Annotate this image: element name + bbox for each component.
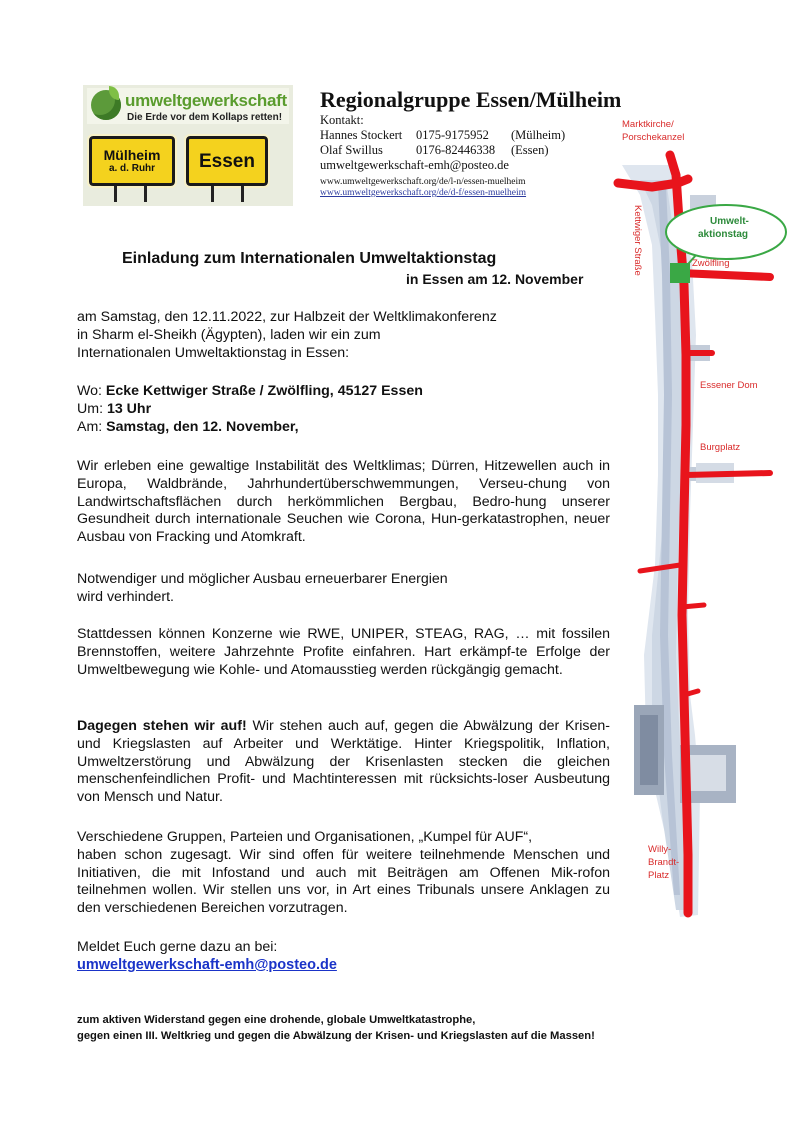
label-marktkirche-2: Porschekanzel: [622, 132, 685, 143]
time-value: 13 Uhr: [106, 400, 152, 417]
where-value: Ecke Kettwiger Straße / Zwölfling, 45127 Essen: [105, 383, 423, 399]
sign-muelheim-suffix: a. d. Ruhr: [108, 162, 156, 174]
sign-post: [114, 186, 117, 202]
town-sign-essen: [186, 136, 268, 186]
sign-post: [241, 186, 244, 202]
logo-slogan: Die Erde vor dem Kollaps retten!: [127, 112, 283, 123]
signup-email-link[interactable]: umweltgewerkschaft-emh@posteo.de: [77, 956, 337, 973]
resistance-heading: Dagegen stehen wir auf!: [77, 718, 247, 734]
intro-line: am Samstag, den 12.11.2022, zur Halbzeit der Weltklimakonferenz: [77, 309, 497, 325]
label-zwoelfling: Zwölfling: [692, 258, 730, 269]
contact-urls: [320, 177, 526, 199]
contact-name: Hannes Stockert: [320, 128, 403, 142]
label-willy-brandt-3: Platz: [648, 870, 670, 881]
where-line: [77, 383, 610, 401]
org-title: Regionalgruppe Essen/Mülheim: [320, 87, 622, 112]
intro-line: Internationalen Umweltaktionstag in Essen:: [77, 344, 350, 361]
logo-banner: [87, 88, 289, 124]
footer-line: gegen einen III. Weltkrieg und gegen die Abwälzung der Krisen- und Kriegslasten auf die Massen!: [77, 1030, 595, 1042]
invitation-subtitle: in Essen am 12. November: [406, 271, 584, 287]
contact-url-link[interactable]: www.umweltgewerkschaft.org/de/d-f/essen-muelheim: [320, 188, 527, 198]
footer-line: zum aktiven Widerstand gegen eine drohende, globale Umweltkatastrophe,: [77, 1014, 476, 1026]
intro-paragraph: [77, 309, 610, 362]
contact-block: [320, 113, 565, 173]
label-kettwiger-strasse: Kettwiger Straße: [632, 205, 643, 276]
logo-name: umweltgewerkschaft: [125, 91, 287, 110]
footer-slogan: [77, 1012, 595, 1044]
where-label: Wo:: [77, 383, 106, 399]
contact-phone: 0175-9175952: [416, 128, 489, 142]
renewables-line: Notwendiger und möglicher Ausbau erneuerbarer Energien: [77, 571, 448, 587]
groups-first-line: Verschiedene Gruppen, Parteien und Organisationen, „Kumpel für AUF“,: [77, 829, 533, 845]
contact-row: [320, 143, 565, 158]
paragraph-resistance: [77, 718, 610, 807]
date-line: [77, 419, 610, 437]
paragraph-groups: [77, 829, 610, 918]
callout-line-2: aktionstag: [698, 229, 749, 240]
label-essener-dom: Essener Dom: [700, 380, 758, 391]
paragraph-renewables: [77, 571, 610, 607]
contact-city: (Mülheim): [511, 128, 566, 142]
contact-row: [320, 128, 565, 143]
intro-line: in Sharm el-Sheikh (Ägypten), laden wir ein zum: [77, 326, 381, 343]
time-line: [77, 401, 610, 419]
contact-phone: 0176-82446338: [416, 143, 496, 157]
label-willy-brandt-2: Brandt-: [648, 857, 680, 868]
date-value: Samstag, den 12. November,: [106, 418, 299, 435]
time-label: Um:: [77, 400, 107, 417]
label-burgplatz: Burgplatz: [700, 442, 741, 453]
renewables-line: wird verhindert.: [77, 588, 174, 605]
signup-text: Meldet Euch gerne dazu an bei:: [77, 939, 278, 955]
sign-post: [144, 186, 147, 202]
label-marktkirche-1: Marktkirche/: [622, 119, 674, 130]
sign-muelheim-name: Mülheim: [103, 146, 161, 163]
paragraph-climate: Wir erleben eine gewaltige Instabilität des Weltklimas; Dürren, Hitzewellen auch in Europa, Waldbrände, Jahrhundertüberschwemmungen, Verseu-chung von Landwirtschaftsflächen durch herkömmlichen Bergbau, Bedro-hung unserer Gesundheit durch internationale Seuchen wie Corona, Hun-gerkatastrophen, neuer Ausbau von Fracking und Atomkraft.: [77, 458, 610, 546]
paragraph-corporations: Stattdessen können Konzerne wie RWE, UNIPER, STEAG, RAG, … mit fossilen Brennstoffen, weitere Jahrzehnte Profite einfahren. Hart erkämpf-te Erfolge der Umweltbewegung wie Kohle- und Atomausstieg werden rückgängig gemacht.: [77, 626, 610, 678]
signup-block: [77, 939, 610, 975]
invitation-title: Einladung zum Internationalen Umweltaktionstag: [122, 250, 497, 267]
contact-email: umweltgewerkschaft-emh@posteo.de: [320, 158, 509, 172]
callout-line-1: Umwelt-: [710, 216, 749, 227]
route-map: [600, 95, 795, 920]
contact-city: (Essen): [511, 143, 549, 157]
resistance-text: Wir stehen auch auf, gegen die Abwälzung der Krisen- und Kriegslasten auf Arbeiter und Werktätige. Hinter Kriegspolitik, Inflation, Umweltzerstörung und Abwälzung der Krisenlasten stecken die gleichen menschenfeindlichen Profit- und Machtinteressen mit rücksichts-loser Ausbeutung von Mensch und Natur.: [77, 718, 610, 806]
town-sign-muelheim: [89, 136, 175, 186]
date-label: Am:: [77, 418, 107, 435]
contact-label: Kontakt:: [320, 113, 364, 127]
label-willy-brandt-1: Willy-: [648, 844, 672, 855]
sign-essen-name: Essen: [199, 150, 255, 172]
contact-name: Olaf Swillus: [320, 143, 383, 157]
contact-url[interactable]: www.umweltgewerkschaft.org/de/l-n/essen-muelheim: [320, 177, 526, 187]
event-details: [77, 383, 610, 436]
sign-post: [211, 186, 214, 202]
groups-text: haben schon zugesagt. Wir sind offen für weitere teilnehmende Menschen und Initiativen, die mit Infostand und auch mit Beiträgen am Offenen Mik-rofon teilnehmen wollen. Wir stellen uns vor, in Art eines Tribunals unsere Anklagen zu den verschiedenen Bereichen vorzutragen.: [77, 846, 610, 917]
umweltgewerkschaft-logo: [83, 85, 293, 206]
